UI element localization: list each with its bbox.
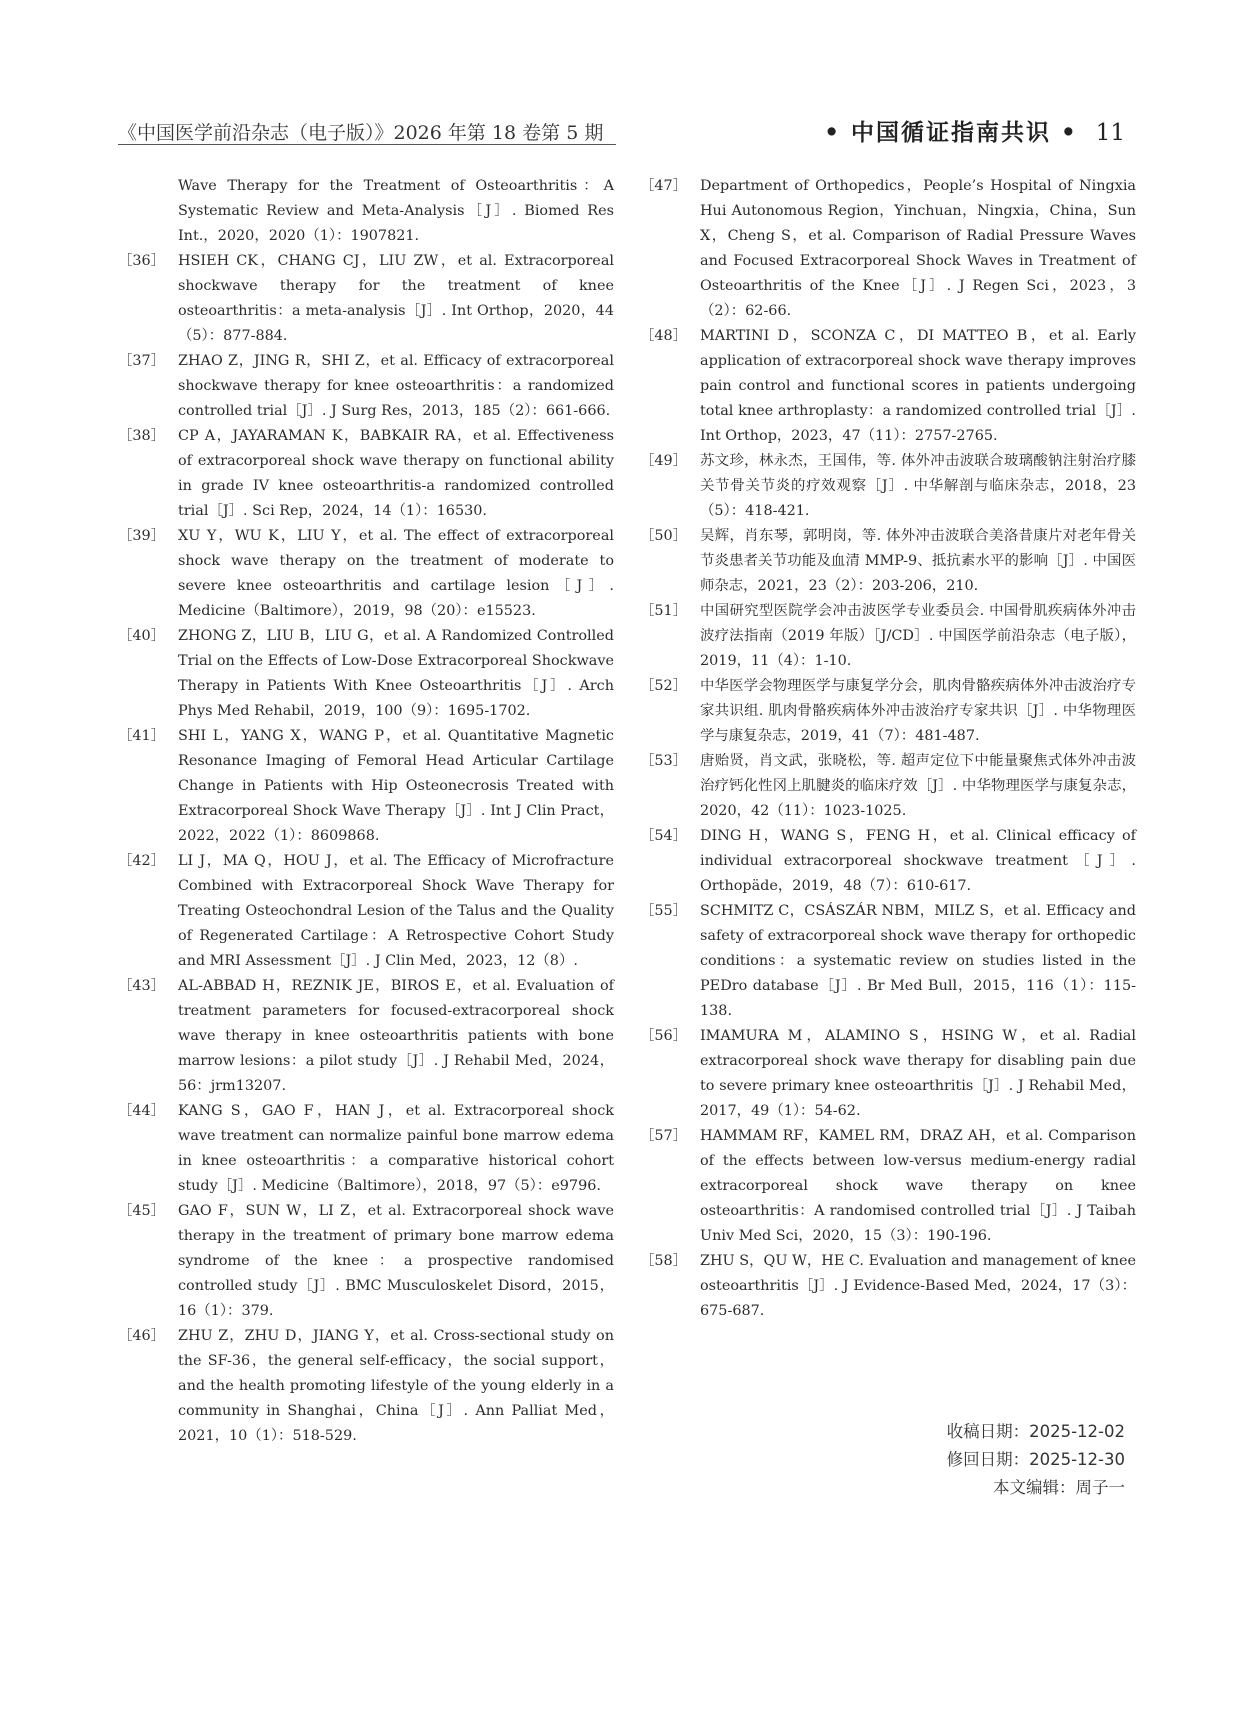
reference-number: ［51］ [640, 603, 688, 619]
reference-item [118, 1099, 614, 1199]
reference-text: ZHAO Z，JING R，SHI Z，et al. Efficacy of extracorporeal shockwave therapy for knee osteoarthritis：a randomized controlled trial［J］. J Surg Res，2013，185（2）：661-666. [178, 353, 614, 419]
reference-item [118, 424, 614, 524]
reference-number: ［44］ [118, 1103, 166, 1119]
reference-item [640, 174, 1136, 324]
reference-number: ［36］ [118, 253, 166, 269]
reference-item [640, 1024, 1136, 1124]
reference-text: 中国研究型医院学会冲击波医学专业委员会. 中国骨肌疾病体外冲击波疗法指南（2019 年版）［J/CD］. 中国医学前沿杂志（电子版），2019，11（4）：1-10. [700, 603, 1136, 669]
reference-item [118, 1199, 614, 1324]
reference-item [118, 1324, 614, 1449]
editor-credit: 本文编辑：周子一 [993, 1478, 1125, 1497]
reference-number: ［40］ [118, 628, 166, 644]
reference-text: LI J，MA Q，HOU J，et al. The Efficacy of Microfracture Combined with Extracorporeal Shock Wave Therapy for Treating Osteochondral Lesion of the Talus and the Quality of Regenerated Cartilage：A Retrospective Cohort Study and MRI Assessment［J］. J Clin Med，2023，12（8）. [178, 853, 614, 969]
reference-text: SHI L，YANG X，WANG P，et al. Quantitative Magnetic Resonance Imaging of Femoral Head Articular Cartilage Change in Patients with Hip Osteonecrosis Treated with Extracorporeal Shock Wave Therapy［J］. Int J Clin Pract，2022，2022（1）：8609868. [178, 728, 614, 844]
reference-text: AL-ABBAD H，REZNIK JE，BIROS E，et al. Evaluation of treatment parameters for focused-extracorporeal shock wave therapy in knee osteoarthritis patients with bone marrow lesions：a pilot study［J］. J Rehabil Med，2024，56：jrm13207. [178, 978, 614, 1094]
reference-number: ［39］ [118, 528, 166, 544]
reference-item [640, 899, 1136, 1024]
reference-text: 唐贻贤，肖文武，张晓松，等. 超声定位下中能量聚焦式体外冲击波治疗钙化性冈上肌腱炎的临床疗效［J］. 中华物理医学与康复杂志，2020，42（11）：1023-1025. [700, 753, 1136, 819]
reference-item [118, 624, 614, 724]
section-title: • 中国循证指南共识 • [824, 119, 1078, 146]
article-footer [947, 1418, 1125, 1502]
reference-text: HSIEH CK，CHANG CJ，LIU ZW，et al. Extracorporeal shockwave therapy for the treatment of knee osteoarthritis：a meta-analysis［J］. Int Orthop，2020，44（5）：877-884. [178, 253, 614, 344]
reference-column-left [118, 174, 614, 1449]
reference-number: ［41］ [118, 728, 166, 744]
reference-number: ［55］ [640, 903, 688, 919]
revised-date: 修回日期：2025-12-30 [946, 1450, 1125, 1469]
reference-number: ［53］ [640, 753, 688, 769]
reference-item [118, 349, 614, 424]
reference-number: ［52］ [640, 678, 688, 694]
reference-number: ［48］ [640, 328, 688, 344]
reference-number: ［54］ [640, 828, 688, 844]
reference-item [640, 824, 1136, 899]
reference-text: 中华医学会物理医学与康复学分会，肌肉骨骼疾病体外冲击波治疗专家共识组. 肌肉骨骼疾病体外冲击波治疗专家共识［J］. 中华物理医学与康复杂志，2019，41（7）：481-487. [700, 678, 1136, 744]
reference-number: ［42］ [118, 853, 166, 869]
reference-item [118, 524, 614, 624]
reference-text: KANG S，GAO F，HAN J，et al. Extracorporeal shock wave treatment can normalize painful bone marrow edema in knee osteoarthritis：a comparative historical cohort study［J］. Medicine（Baltimore），2018，97（5）：e9796. [178, 1103, 614, 1194]
reference-column-right [640, 174, 1136, 1324]
reference-number: ［56］ [640, 1028, 688, 1044]
reference-text: Wave Therapy for the Treatment of Osteoarthritis：A Systematic Review and Meta-Analysis［J］. Biomed Res Int.，2020，2020（1）：1907821. [178, 178, 614, 244]
page-number: 11 [1095, 120, 1125, 146]
header-rule [118, 144, 616, 145]
reference-item [640, 749, 1136, 824]
reference-item [640, 1124, 1136, 1249]
section-header [824, 114, 1125, 147]
reference-item [118, 724, 614, 849]
reference-item [118, 174, 614, 249]
reference-number: ［46］ [118, 1328, 166, 1344]
reference-text: Department of Orthopedics，People’s Hospital of Ningxia Hui Autonomous Region，Yinchuan，Ningxia，China，Sun X，Cheng S，et al. Comparison of Radial Pressure Waves and Focused Extracorporeal Shock Waves in Treatment of Osteoarthritis of the Knee［J］. J Regen Sci，2023，3（2）：62-66. [700, 178, 1136, 319]
reference-item [640, 674, 1136, 749]
reference-text: 吴辉，肖东琴，郭明岗，等. 体外冲击波联合美洛昔康片对老年骨关节炎患者关节功能及血清 MMP-9、抵抗素水平的影响［J］. 中国医师杂志，2021，23（2）：203-206，210. [700, 528, 1136, 594]
reference-number: ［49］ [640, 453, 688, 469]
reference-text: CP A，JAYARAMAN K，BABKAIR RA，et al. Effectiveness of extracorporeal shock wave therapy on functional ability in grade IV knee osteoarthritis-a randomized controlled trial［J］. Sci Rep，2024，14（1）：16530. [178, 428, 614, 519]
reference-item [640, 449, 1136, 524]
reference-text: SCHMITZ C，CSÁSZÁR NBM，MILZ S，et al. Efficacy and safety of extracorporeal shock wave therapy for orthopedic conditions：a systematic review on studies listed in the PEDro database［J］. Br Med Bull，2015，116（1）：115-138. [700, 903, 1136, 1019]
reference-text: DING H，WANG S，FENG H，et al. Clinical efficacy of individual extracorporeal shockwave treatment［J］. Orthopäde，2019，48（7）：610-617. [700, 828, 1136, 894]
reference-item [118, 974, 614, 1099]
reference-item [640, 1249, 1136, 1324]
received-date: 收稿日期：2025-12-02 [946, 1422, 1125, 1441]
reference-text: GAO F，SUN W，LI Z，et al. Extracorporeal shock wave therapy in the treatment of primary bone marrow edema syndrome of the knee：a prospective randomised controlled study［J］. BMC Musculoskelet Disord，2015，16（1）：379. [178, 1203, 614, 1319]
reference-item [640, 324, 1136, 449]
reference-number: ［47］ [640, 178, 688, 194]
reference-number: ［37］ [118, 353, 166, 369]
reference-text: ZHU Z，ZHU D，JIANG Y，et al. Cross-sectional study on the SF-36，the general self-efficacy，the social support，and the health promoting lifestyle of the young elderly in a community in Shanghai，China［J］. Ann Palliat Med，2021，10（1）：518-529. [178, 1328, 614, 1444]
reference-text: IMAMURA M，ALAMINO S，HSING W，et al. Radial extracorporeal shock wave therapy for disabling pain due to severe primary knee osteoarthritis［J］. J Rehabil Med，2017，49（1）：54-62. [700, 1028, 1136, 1119]
reference-item [118, 849, 614, 974]
reference-item [640, 524, 1136, 599]
reference-number: ［38］ [118, 428, 166, 444]
reference-item [640, 599, 1136, 674]
reference-number: ［50］ [640, 528, 688, 544]
reference-number: ［45］ [118, 1203, 166, 1219]
reference-item [118, 249, 614, 349]
reference-number: ［57］ [640, 1128, 688, 1144]
reference-text: 苏文珍，林永杰，王国伟，等. 体外冲击波联合玻璃酸钠注射治疗膝关节骨关节炎的疗效观察［J］. 中华解剖与临床杂志，2018，23（5）：418-421. [700, 453, 1136, 519]
journal-header: 《中国医学前沿杂志（电子版）》2026 年第 18 卷第 5 期 [118, 122, 604, 144]
reference-text: MARTINI D，SCONZA C，DI MATTEO B，et al. Early application of extracorporeal shock wave therapy improves pain control and functional scores in patients undergoing total knee arthroplasty：a randomized controlled trial［J］. Int Orthop，2023，47（11）：2757-2765. [700, 328, 1136, 444]
reference-text: HAMMAM RF，KAMEL RM，DRAZ AH，et al. Comparison of the effects between low-versus medium-energy radial extracorporeal shock wave therapy on knee osteoarthritis：A randomised controlled trial［J］. J Taibah Univ Med Sci，2020，15（3）：190-196. [700, 1128, 1136, 1244]
reference-text: ZHONG Z，LIU B，LIU G，et al. A Randomized Controlled Trial on the Effects of Low-Dose Extracorporeal Shockwave Therapy in Patients With Knee Osteoarthritis［J］. Arch Phys Med Rehabil，2019，100（9）：1695-1702. [178, 628, 614, 719]
reference-number: ［58］ [640, 1253, 688, 1269]
reference-number: ［43］ [118, 978, 166, 994]
reference-text: XU Y，WU K，LIU Y，et al. The effect of extracorporeal shock wave therapy on the treatment of moderate to severe knee osteoarthritis and cartilage lesion［J］. Medicine（Baltimore），2019，98（20）：e15523. [178, 528, 614, 619]
reference-text: ZHU S，QU W，HE C. Evaluation and management of knee osteoarthritis［J］. J Evidence-Based Med，2024，17（3）：675-687. [700, 1253, 1136, 1319]
